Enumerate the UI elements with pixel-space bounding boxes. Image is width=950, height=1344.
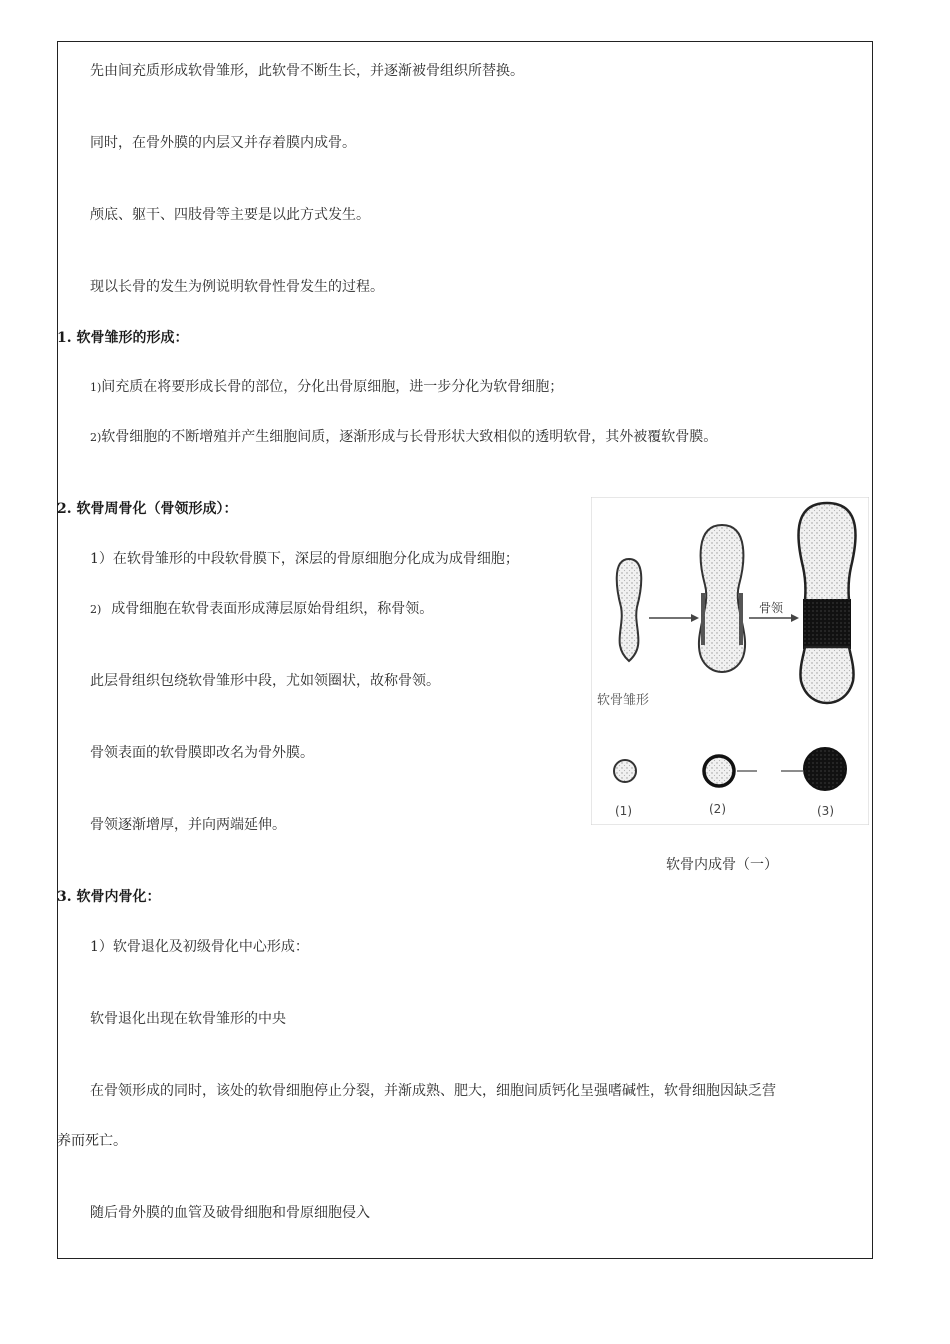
section-2-heading: 2. 软骨周骨化（骨领形成）： xyxy=(57,501,238,517)
section-3-heading: 3. 软骨内骨化： xyxy=(57,889,161,905)
paragraph-1: 先由间充质形成软骨雏形，此软骨不断生长，并逐渐被骨组织所替换。 xyxy=(90,63,524,79)
stage-3-label: (3) xyxy=(817,804,834,818)
stage-1-label: (1) xyxy=(615,804,632,818)
cross-section-1 xyxy=(614,760,636,782)
section-3-paragraph-2-line-1: 在骨领形成的同时，该处的软骨细胞停止分裂，并渐成熟、肥大，细胞间质钙化呈强嗜碱性，软骨细胞因缺乏营 xyxy=(90,1083,776,1099)
section-3-paragraph-2-line-2: 养而死亡。 xyxy=(57,1133,127,1149)
bone-collar-label: 骨领 xyxy=(759,601,784,615)
bone-formation-figure xyxy=(591,497,869,825)
section-2-paragraph-3: 骨领逐渐增厚，并向两端延伸。 xyxy=(90,817,286,833)
section-1-item-2 xyxy=(90,428,717,447)
bone-collar-dark xyxy=(803,599,851,649)
section-1-heading: 1. 软骨雏形的形成： xyxy=(57,330,189,346)
section-3-paragraph-3: 随后骨外膜的血管及破骨细胞和骨原细胞侵入 xyxy=(90,1205,370,1221)
paragraph-3: 颅底、躯干、四肢骨等主要是以此方式发生。 xyxy=(90,207,370,223)
arrow-label-box xyxy=(757,767,781,775)
stage-2-label: (2) xyxy=(709,802,726,816)
section-2-item-1: 1）在软骨雏形的中段软骨膜下，深层的骨原细胞分化成为成骨细胞； xyxy=(90,551,519,567)
ossifying-bone-bottom xyxy=(800,647,853,703)
item-text: 间充质在将要形成长骨的部位，分化出骨原细胞，进一步分化为软骨细胞； xyxy=(101,379,564,395)
item-text: 软骨细胞的不断增殖并产生细胞间质，逐渐形成与长骨形状大致相似的透明软骨，其外被覆软骨膜。 xyxy=(101,429,718,445)
ossifying-bone-top xyxy=(798,503,855,601)
thin-bone-collar xyxy=(701,593,705,645)
figure-caption: 软骨内成骨（一） xyxy=(666,857,778,873)
cartilage-model-label: 软骨雏形 xyxy=(597,693,650,708)
section-1-item-1 xyxy=(90,378,563,397)
section-2-item-2 xyxy=(90,600,433,619)
item-text: 成骨细胞在软骨表面形成薄层原始骨组织，称骨领。 xyxy=(111,601,434,617)
cross-section-3 xyxy=(804,748,846,790)
item-number: 1) xyxy=(90,381,102,394)
cross-section-2 xyxy=(704,756,734,786)
paragraph-2: 同时，在骨外膜的内层又并存着膜内成骨。 xyxy=(90,135,356,151)
item-number: 2) xyxy=(90,431,102,444)
growing-cartilage-shape xyxy=(699,525,745,672)
figure-illustration xyxy=(591,497,869,825)
thin-bone-collar xyxy=(739,593,743,645)
section-3-paragraph-1: 软骨退化出现在软骨雏形的中央 xyxy=(90,1011,286,1027)
section-2-paragraph-1: 此层骨组织包绕软骨雏形中段，尤如领圈状，故称骨领。 xyxy=(90,673,440,689)
paragraph-4: 现以长骨的发生为例说明软骨性骨发生的过程。 xyxy=(90,279,384,295)
item-number: 2) xyxy=(90,603,102,616)
section-3-item-1: 1）软骨退化及初级骨化中心形成： xyxy=(90,939,309,955)
section-2-paragraph-2: 骨领表面的软骨膜即改名为骨外膜。 xyxy=(90,745,314,761)
